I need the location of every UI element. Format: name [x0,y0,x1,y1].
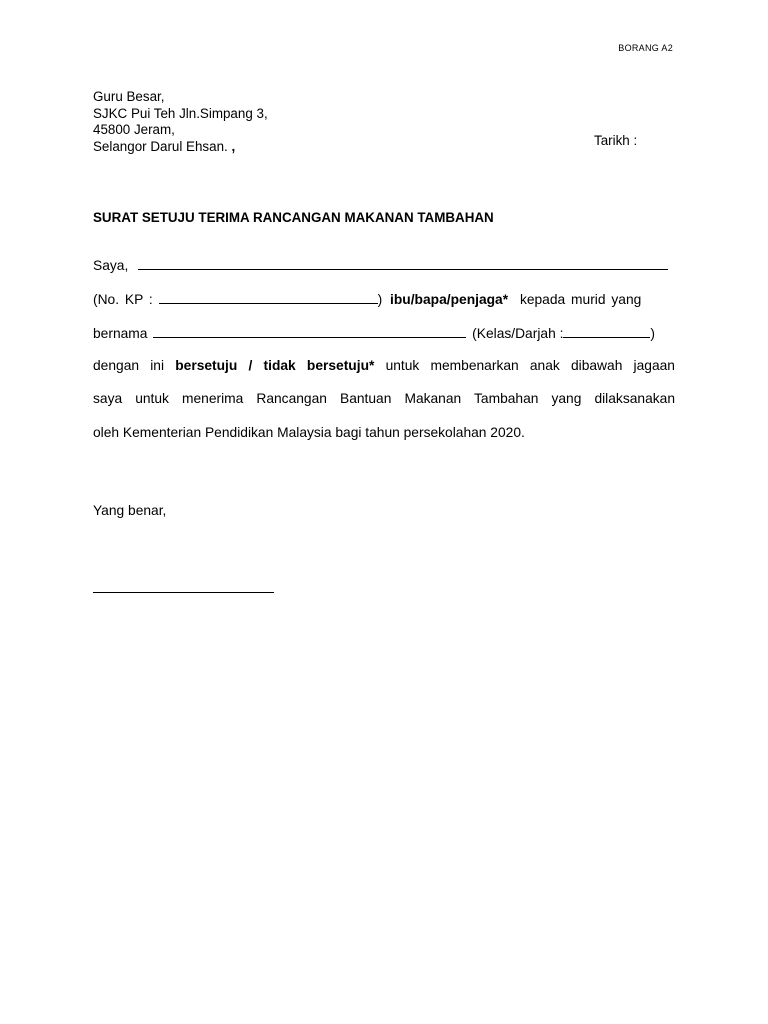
body-line-5: saya untuk menerima Rancangan Bantuan Makanan Tambahan yang dilaksanakan [93,391,675,406]
student-line [93,325,675,341]
kp-close: ) [377,292,383,307]
class-field[interactable] [563,325,650,338]
name-line [93,257,675,273]
consent-line [93,358,675,373]
address-line-2: SJKC Pui Teh Jln.Simpang 3, [93,105,268,121]
closing-text: Yang benar, [93,503,167,518]
relation-tail: kepada murid yang [519,292,642,307]
address-line-4-text: Selangor Darul Ehsan. [93,138,228,154]
saya-label: Saya, [93,258,129,273]
kelas-close: ) [650,326,656,341]
form-code: BORANG A2 [618,43,673,53]
consent-lead: dengan ini [93,358,165,373]
date-label: Tarikh : [594,133,638,148]
ic-number-field[interactable] [159,291,378,304]
signature-field[interactable] [93,592,274,593]
recipient-address [93,89,268,155]
bernama-label: bernama [93,326,148,341]
parent-name-field[interactable] [138,257,668,270]
kp-label: (No. KP : [93,292,153,307]
letter-title: SURAT SETUJU TERIMA RANCANGAN MAKANAN TAMBAHAN [93,210,494,225]
address-line-3: 45800 Jeram, [93,122,175,137]
consent-options: bersetuju / tidak bersetuju* [175,358,375,373]
address-line-4-suffix: , [227,138,236,154]
kelas-label: (Kelas/Darjah : [472,326,564,341]
relation-options: ibu/bapa/penjaga* [390,292,509,307]
address-line-1: Guru Besar, [93,89,165,104]
body-line-6: oleh Kementerian Pendidikan Malaysia bagi tahun persekolahan 2020. [93,425,525,440]
student-name-field[interactable] [153,325,466,338]
consent-tail: untuk membenarkan anak dibawah jagaan [385,358,675,373]
address-line-4 [93,139,268,156]
kp-line [93,291,675,307]
